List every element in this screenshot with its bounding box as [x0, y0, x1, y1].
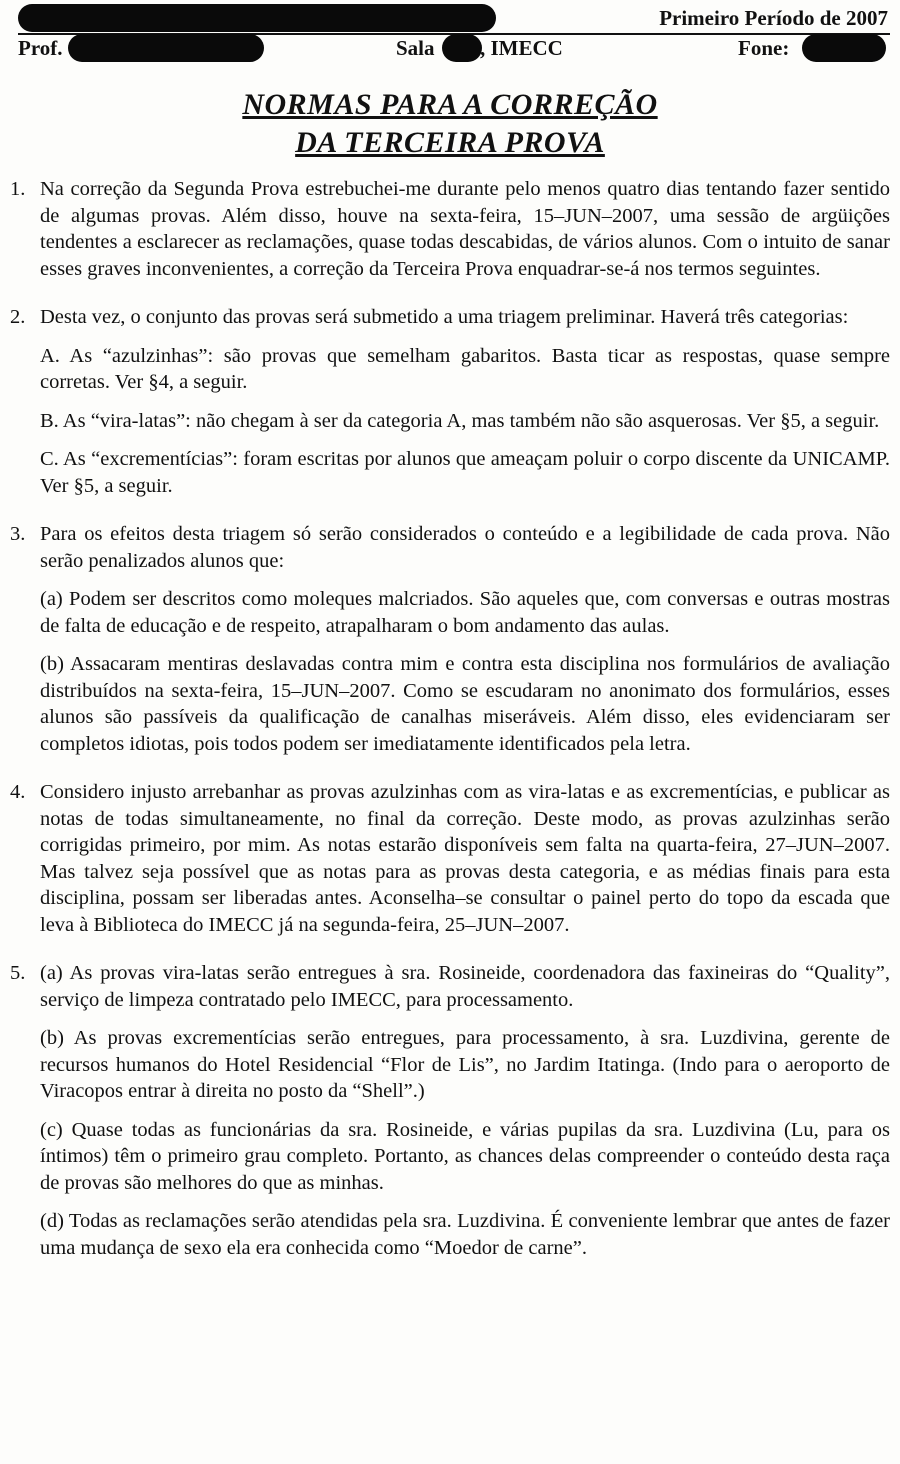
- item-number: 4.: [10, 781, 26, 803]
- category-c: C. As “excrementícias”: foram escritas por alunos que ameaçam poluir o corpo discente da UNICAMP. Ver §5, a seguir.: [40, 448, 890, 497]
- item-2: [10, 304, 890, 499]
- prof-label: Prof.: [18, 36, 63, 60]
- paragraph: Desta vez, o conjunto das provas será submetido a uma triagem preliminar. Haverá três categorias:: [40, 306, 849, 328]
- redaction-prof-name: [68, 34, 264, 62]
- paragraph: Considero injusto arrebanhar as provas azulzinhas com as vira-latas e as excrementícias, e publicar as notas de todas simultaneamente, no final da correção. Deste modo, as provas azulzinhas serão corrigidas primeiro, por mim. As notas estarão disponíveis sem falta na quarta-feira, 27–JUN–2007. Mas talvez seja possível que as notas para as provas desta categoria, e as médias finais para esta disciplina, possam ser liberadas antes. Aconselha–se consultar o painel perto do topo da escada que leva à Biblioteca do IMECC já na segunda-feira, 25–JUN–2007.: [40, 781, 890, 936]
- subitem-d: (d) Todas as reclamações serão atendidas pela sra. Luzdivina. É conveniente lembrar que antes de fazer uma mudança de sexo ela era conhecida como “Moedor de carne”.: [40, 1210, 890, 1259]
- item-1: [10, 176, 890, 282]
- category-a: A. As “azulzinhas”: são provas que semelham gabaritos. Basta ticar as respostas, quase sempre corretas. Ver §4, a seguir.: [40, 344, 890, 393]
- item-4: [10, 779, 890, 938]
- redaction-sala-number: [442, 34, 482, 62]
- title-line-1: NORMAS PARA A CORREÇÃO: [242, 88, 658, 121]
- subitem-b: (b) As provas excrementícias serão entregues, para processamento, à sra. Luzdivina, gerente de recursos humanos do Hotel Residencial “Flor de Lis”, no Jardim Itatinga. (Indo para o aeroporto de Viracopos entrar à direita no posto da “Shell”.): [40, 1027, 890, 1102]
- item-number: 1.: [10, 178, 26, 200]
- item-3: [10, 521, 890, 757]
- redaction-top: [18, 4, 496, 32]
- subitem-b: (b) Assacaram mentiras deslavadas contra mim e contra esta disciplina nos formulários de avaliação distribuídos na sexta-feira, 15–JUN–2007. Como se escudaram no anonimato dos formulários, esses alunos são passíveis da qualificação de canalhas miseráveis. Além disso, eles evidenciaram ser completos idiotas, pois todos podem ser imediatamente identificados pela letra.: [40, 653, 890, 755]
- document-body: [10, 176, 890, 1283]
- redaction-phone: [802, 34, 886, 62]
- item-number: 5.: [10, 962, 26, 984]
- subitem-a: (a) Podem ser descritos como moleques malcriados. São aqueles que, com conversas e outras mostras de falta de educação e de respeito, atrapalharam o bom andamento das aulas.: [40, 588, 890, 637]
- sala-label: Sala: [396, 36, 435, 60]
- building-label: , IMECC: [480, 36, 563, 60]
- paragraph: Na correção da Segunda Prova estrebuchei-me durante pelo menos quatro dias tentando fazer sentido de algumas provas. Além disso, houve na sexta-feira, 15–JUN–2007, uma sessão de argüições tendentes a esclarecer as reclamações, quase todas descabidas, de vários alunos. Com o intuito de sanar esses graves inconvenientes, a correção da Terceira Prova enquadrar-se-á nos termos seguintes.: [40, 178, 890, 280]
- category-b: B. As “vira-latas”: não chegam à ser da categoria A, mas também não são asquerosas. Ver §5, a seguir.: [40, 409, 880, 432]
- item-number: 3.: [10, 523, 26, 545]
- period-label: Primeiro Período de 2007: [659, 6, 888, 30]
- fone-label: Fone:: [738, 36, 790, 60]
- document-title: [0, 86, 900, 162]
- paragraph: Para os efeitos desta triagem só serão considerados o conteúdo e a legibilidade de cada prova. Não serão penalizados alunos que:: [40, 523, 890, 572]
- title-line-2: DA TERCEIRA PROVA: [295, 126, 605, 159]
- header-row: [18, 36, 890, 66]
- item-5: [10, 960, 890, 1261]
- subitem-c: (c) Quase todas as funcionárias da sra. Rosineide, e várias pupilas da sra. Luzdivina (Lu, para os íntimos) têm o primeiro grau completo. Portanto, as chances delas compreender o conteúdo desta raça de provas são melhores do que as minhas.: [40, 1118, 890, 1194]
- subitem-a: (a) As provas vira-latas serão entregues à sra. Rosineide, coordenadora das faxineiras do “Quality”, serviço de limpeza contratado pelo IMECC, para processamento.: [40, 962, 890, 1011]
- item-number: 2.: [10, 306, 26, 328]
